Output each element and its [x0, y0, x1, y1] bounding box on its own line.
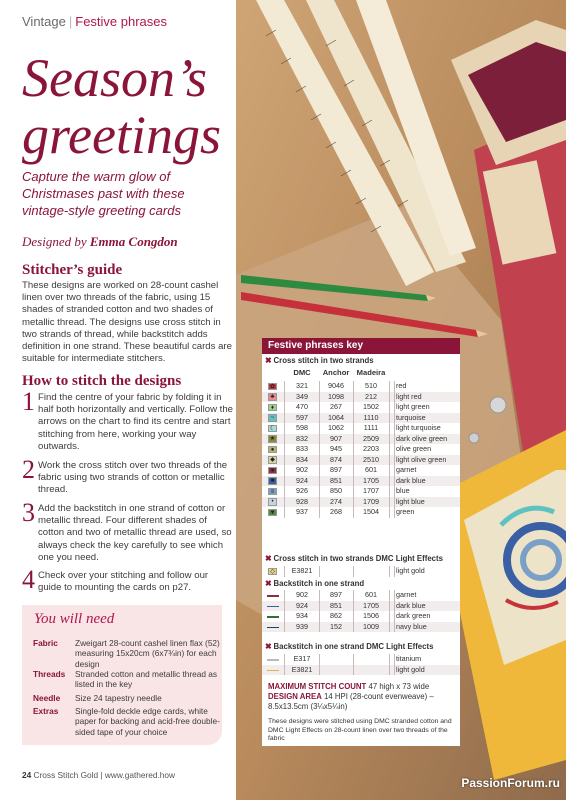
stitch-count-value: 47 high x 73 wide: [368, 682, 430, 691]
watermark: PassionForum.ru: [461, 776, 560, 790]
column-divider: [394, 381, 395, 392]
key-row: [262, 497, 460, 508]
column-divider: [353, 434, 354, 445]
backstitch-line: [267, 595, 279, 597]
dmc-number: E317: [293, 654, 311, 663]
column-divider: [284, 590, 285, 601]
column-divider: [319, 665, 320, 676]
dmc-number: 321: [296, 381, 308, 390]
anchor-number: 851: [330, 475, 342, 485]
key-note: These designs were stitched using DMC stranded cotton and DMC Light Effects on 28-count linen over two threads of the fabric: [268, 718, 452, 743]
key-section-cross-light: ✖ Cross stitch in two strands DMC Light Effects: [265, 554, 443, 563]
thread-name: navy blue: [396, 621, 427, 631]
footer-url: www.gathered.how: [104, 770, 175, 780]
need-key: Extras: [33, 706, 59, 716]
anchor-number: 267: [330, 402, 342, 411]
column-divider: [389, 566, 390, 577]
breadcrumb: Vintage | Festive phrases: [22, 14, 168, 29]
column-divider: [389, 476, 390, 487]
anchor-number: 1064: [328, 412, 344, 422]
dmc-number: 832: [296, 433, 308, 443]
col-dmc: DMC: [293, 368, 311, 377]
key-row: [262, 402, 460, 413]
thread-symbol: ●: [268, 446, 277, 454]
left-column: [0, 0, 236, 800]
need-value: Zweigart 28-count cashel linen flax (52) measuring 15x20cm (6x7¾in) for each design: [75, 638, 220, 669]
column-divider: [319, 402, 320, 413]
column-divider: [319, 590, 320, 601]
madeira-number: 1709: [363, 496, 379, 506]
backstitch-line: [267, 627, 279, 629]
column-divider: [389, 601, 390, 612]
anchor-number: 907: [330, 433, 342, 443]
pin-1: [490, 397, 506, 413]
page-title: [22, 50, 242, 164]
column-divider: [389, 654, 390, 665]
step-text: Find the centre of your fabric by folding it in half both horizontally and vertically. Follow the arrows on the chart to find its centre and start stitching from here, working your way outwards.: [38, 392, 233, 452]
column-divider: [353, 665, 354, 676]
thread-name: olive green: [396, 444, 432, 453]
dmc-number: 937: [296, 507, 308, 516]
design-area: [268, 692, 456, 712]
thread-name: light gold: [396, 664, 425, 674]
anchor-number: 268: [330, 507, 342, 516]
thread-symbol: ≡: [268, 488, 277, 496]
thread-symbol: •: [268, 498, 277, 506]
column-divider: [353, 654, 354, 665]
anchor-number: 945: [330, 444, 342, 453]
column-divider: [284, 413, 285, 424]
thread-name: garnet: [396, 465, 417, 474]
key-section-cross: ✖ Cross stitch in two strands: [265, 356, 374, 365]
dmc-number: 834: [296, 454, 308, 464]
column-divider: [284, 444, 285, 455]
key-row: [262, 392, 460, 403]
thread-key-panel: [262, 338, 460, 746]
dmc-number: 902: [296, 590, 308, 599]
thread-symbol: ~: [268, 414, 277, 422]
column-divider: [389, 486, 390, 497]
column-divider: [319, 497, 320, 508]
column-divider: [389, 590, 390, 601]
anchor-number: 897: [330, 465, 342, 474]
stitch-count: [268, 682, 456, 692]
column-divider: [389, 497, 390, 508]
column-divider: [394, 665, 395, 676]
column-divider: [353, 444, 354, 455]
key-row: [262, 566, 460, 577]
column-divider: [394, 507, 395, 518]
column-divider: [394, 465, 395, 476]
madeira-number: 1009: [363, 621, 379, 631]
column-divider: [284, 465, 285, 476]
thread-name: light green: [396, 402, 430, 411]
byline-prefix: Designed by: [22, 234, 87, 249]
column-divider: [394, 392, 395, 403]
madeira-number: 212: [365, 391, 377, 401]
column-divider: [319, 476, 320, 487]
anchor-number: 274: [330, 496, 342, 506]
key-row: [262, 413, 460, 424]
column-divider: [353, 392, 354, 403]
need-key: Needle: [33, 693, 61, 703]
column-divider: [284, 566, 285, 577]
key-title: Festive phrases key: [262, 338, 460, 354]
madeira-number: 1705: [363, 475, 379, 485]
madeira-number: 601: [365, 465, 377, 474]
backstitch-line: [267, 670, 279, 672]
dmc-number: 349: [296, 391, 308, 401]
madeira-number: 1111: [363, 423, 379, 432]
column-divider: [353, 476, 354, 487]
column-divider: [353, 465, 354, 476]
key-row: [262, 654, 460, 665]
column-divider: [319, 611, 320, 622]
column-divider: [319, 622, 320, 633]
design-area-label: DESIGN AREA: [268, 692, 322, 701]
intro-text: Capture the warm glow of Christmases past with these vintage-style greeting cards: [22, 169, 185, 218]
thread-symbol: ☾: [269, 425, 276, 432]
need-value: Size 24 tapestry needle: [75, 693, 162, 703]
key-row: [262, 611, 460, 622]
column-divider: [389, 381, 390, 392]
backstitch-line: [267, 606, 279, 608]
stitchers-guide-text: These designs are worked on 28-count cashel linen over two threads of the fabric, using 15 shades of stranded cotton and two shades of metallic thread. The designs use cross stitch in two strands of thread, while backstitch adds definition in one strand. These beautiful cards are suitable for intermediate stitchers.: [22, 280, 232, 365]
title-line-2: greetings: [22, 105, 221, 165]
column-divider: [394, 444, 395, 455]
column-divider: [394, 611, 395, 622]
column-divider: [389, 413, 390, 424]
madeira-number: 2509: [363, 433, 379, 443]
breadcrumb-section: Vintage: [22, 14, 66, 29]
madeira-number: 1707: [363, 486, 379, 495]
column-divider: [353, 497, 354, 508]
column-divider: [353, 402, 354, 413]
column-divider: [394, 476, 395, 487]
key-section-back: ✖ Backstitch in one strand: [265, 579, 365, 588]
how-to-heading: How to stitch the designs: [22, 373, 182, 389]
col-anchor: Anchor: [322, 368, 350, 377]
anchor-number: 874: [330, 454, 342, 464]
thread-name: light red: [396, 391, 422, 401]
dmc-number: 597: [296, 412, 308, 422]
key-row: [262, 665, 460, 676]
dmc-number: E3821: [291, 566, 313, 575]
madeira-number: 1504: [363, 507, 379, 516]
column-divider: [353, 455, 354, 466]
anchor-number: 897: [330, 590, 342, 599]
page-number: 24: [22, 770, 32, 780]
column-divider: [394, 423, 395, 434]
stitch-count-label: MAXIMUM STITCH COUNT: [268, 682, 367, 691]
column-divider: [389, 444, 390, 455]
column-divider: [389, 402, 390, 413]
dmc-number: E3821: [291, 664, 313, 674]
step-number: 3: [22, 498, 35, 527]
anchor-number: 862: [330, 611, 342, 620]
key-column-headers: [262, 368, 460, 380]
dmc-number: 924: [296, 600, 308, 610]
column-divider: [319, 486, 320, 497]
title-line-1: Season’s: [22, 48, 208, 108]
step-text: Check over your stitching and follow our guide to mounting the cards on p27.: [38, 570, 209, 594]
step-number: 4: [22, 565, 35, 594]
madeira-number: 601: [365, 590, 377, 599]
madeira-number: 2510: [363, 454, 379, 464]
madeira-number: 2203: [363, 444, 379, 453]
anchor-number: 152: [330, 621, 342, 631]
column-divider: [319, 444, 320, 455]
column-divider: [284, 486, 285, 497]
column-divider: [284, 392, 285, 403]
column-divider: [284, 601, 285, 612]
column-divider: [394, 622, 395, 633]
column-divider: [319, 413, 320, 424]
column-divider: [389, 434, 390, 445]
step-text: Add the backstitch in one strand of cotton or metallic thread. Four different shades of cotton and two of metallic thread are used, so always check the key carefully to see which one you need.: [38, 503, 232, 563]
designer-name: Emma Congdon: [89, 234, 178, 249]
column-divider: [319, 566, 320, 577]
thread-symbol: ◆: [268, 456, 277, 464]
column-divider: [284, 434, 285, 445]
column-divider: [284, 402, 285, 413]
column-divider: [353, 486, 354, 497]
column-divider: [394, 455, 395, 466]
column-divider: [389, 423, 390, 434]
key-row: [262, 476, 460, 487]
thread-name: dark blue: [396, 600, 426, 610]
key-row: [262, 434, 460, 445]
thread-name: light turquoise: [396, 423, 441, 432]
column-divider: [389, 465, 390, 476]
thread-name: light blue: [396, 496, 425, 506]
thread-name: light olive green: [396, 454, 447, 464]
thread-name: green: [396, 507, 415, 516]
column-divider: [389, 665, 390, 676]
backstitch-line: [267, 659, 279, 661]
footer-separator: |: [100, 770, 103, 780]
column-divider: [353, 507, 354, 518]
key-row: [262, 465, 460, 476]
anchor-number: 1062: [328, 423, 344, 432]
col-madeira: Madeira: [356, 368, 386, 377]
column-divider: [284, 622, 285, 633]
dmc-number: 470: [296, 402, 308, 411]
column-divider: [319, 507, 320, 518]
key-row: [262, 486, 460, 497]
thread-symbol: ♥: [268, 467, 277, 475]
madeira-number: 1110: [363, 412, 379, 422]
column-divider: [284, 611, 285, 622]
key-row: [262, 455, 460, 466]
magazine-name: Cross Stitch Gold: [33, 770, 99, 780]
column-divider: [284, 507, 285, 518]
thread-symbol: ■: [268, 477, 277, 485]
key-row: [262, 590, 460, 601]
thread-name: dark blue: [396, 475, 426, 485]
column-divider: [389, 507, 390, 518]
anchor-number: 851: [330, 600, 342, 610]
key-row: [262, 444, 460, 455]
thread-name: blue: [396, 486, 410, 495]
step-number: 2: [22, 455, 35, 484]
key-row: [262, 622, 460, 633]
column-divider: [389, 455, 390, 466]
column-divider: [394, 654, 395, 665]
column-divider: [319, 465, 320, 476]
stitchers-guide-heading: Stitcher’s guide: [22, 262, 123, 278]
pin-2: [469, 433, 479, 443]
column-divider: [353, 423, 354, 434]
dmc-number: 598: [296, 423, 308, 432]
need-key: Fabric: [33, 638, 58, 648]
column-divider: [389, 611, 390, 622]
column-divider: [394, 413, 395, 424]
madeira-number: 1705: [363, 600, 379, 610]
thread-name: dark green: [396, 611, 431, 620]
need-value: Single-fold deckle edge cards, white paper for backing and acid-free double-sided tape of your choice: [75, 706, 220, 737]
madeira-number: 1502: [363, 402, 379, 411]
column-divider: [353, 566, 354, 577]
need-key: Threads: [33, 669, 66, 679]
design-area-value: 14 HPI (28-count evenweave) – 8.5x13.5cm (3¼x5¼in): [268, 692, 434, 711]
column-divider: [394, 434, 395, 445]
anchor-number: 850: [330, 486, 342, 495]
column-divider: [353, 590, 354, 601]
column-divider: [394, 486, 395, 497]
page-footer: [22, 770, 175, 780]
column-divider: [353, 413, 354, 424]
thread-name: light gold: [396, 566, 425, 575]
column-divider: [394, 402, 395, 413]
dmc-number: 934: [296, 611, 308, 620]
key-row: [262, 423, 460, 434]
column-divider: [353, 611, 354, 622]
dmc-number: 928: [296, 496, 308, 506]
column-divider: [284, 497, 285, 508]
column-divider: [284, 665, 285, 676]
anchor-number: 9046: [328, 381, 344, 390]
dmc-number: 926: [296, 486, 308, 495]
need-value: Stranded cotton and metallic thread as listed in the key: [75, 669, 218, 690]
column-divider: [319, 654, 320, 665]
key-row: [262, 601, 460, 612]
backstitch-line: [267, 616, 279, 618]
dmc-number: 924: [296, 475, 308, 485]
key-row: [262, 507, 460, 518]
madeira-number: 510: [365, 381, 377, 390]
column-divider: [284, 476, 285, 487]
thread-symbol: ✿: [269, 383, 276, 390]
you-will-need-box: [22, 605, 222, 745]
column-divider: [389, 392, 390, 403]
column-divider: [394, 601, 395, 612]
key-section-back-light: ✖ Backstitch in one strand DMC Light Effects: [265, 642, 434, 651]
thread-name: garnet: [396, 590, 417, 599]
thread-name: dark olive green: [396, 433, 448, 443]
column-divider: [284, 381, 285, 392]
column-divider: [319, 392, 320, 403]
byline: [22, 234, 178, 250]
thread-name: red: [396, 381, 407, 390]
column-divider: [394, 566, 395, 577]
column-divider: [394, 590, 395, 601]
column-divider: [284, 455, 285, 466]
anchor-number: 1098: [328, 391, 344, 401]
thread-name: turquoise: [396, 412, 426, 422]
column-divider: [353, 381, 354, 392]
thread-name: titanium: [396, 654, 422, 663]
column-divider: [353, 601, 354, 612]
dmc-number: 939: [296, 621, 308, 631]
column-divider: [284, 423, 285, 434]
column-divider: [353, 622, 354, 633]
step-number: 1: [22, 387, 35, 416]
dmc-number: 833: [296, 444, 308, 453]
thread-symbol: ♦: [268, 404, 277, 412]
key-row: [262, 381, 460, 392]
column-divider: [319, 455, 320, 466]
thread-symbol: ▼: [269, 509, 276, 516]
column-divider: [284, 654, 285, 665]
column-divider: [389, 622, 390, 633]
thread-symbol: ◇: [268, 568, 277, 576]
column-divider: [394, 497, 395, 508]
dmc-number: 902: [296, 465, 308, 474]
breadcrumb-subsection: Festive phrases: [75, 14, 168, 29]
column-divider: [319, 434, 320, 445]
thread-symbol: ♣: [268, 393, 277, 401]
column-divider: [319, 423, 320, 434]
thread-symbol: ★: [269, 436, 276, 442]
column-divider: [319, 601, 320, 612]
column-divider: [319, 381, 320, 392]
madeira-number: 1506: [363, 611, 379, 620]
step-text: Work the cross stitch over two threads of the fabric using two strands of cotton or metallic thread.: [38, 460, 228, 496]
you-will-need-heading: You will need: [34, 611, 115, 627]
